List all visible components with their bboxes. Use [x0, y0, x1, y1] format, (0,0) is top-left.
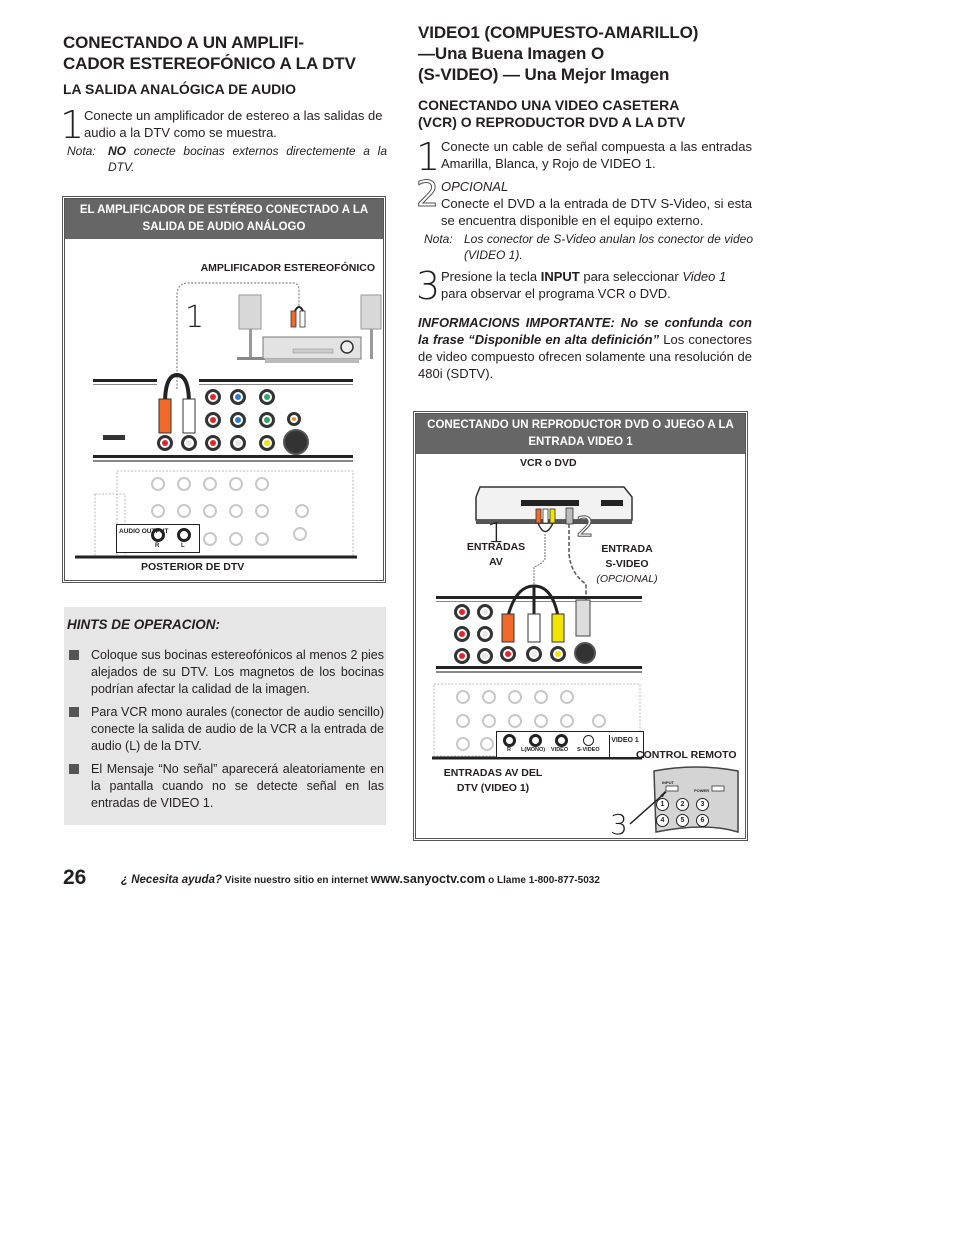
important-bold-text: No se confunda con la frase “Disponible en alta definición”	[418, 315, 753, 347]
tv-jack-green	[259, 412, 275, 428]
ghost-jack	[229, 532, 243, 546]
video1-jack-l	[526, 646, 542, 662]
right-step-2-text: Conecte el DVD a la entrada de DTV S-Video, si esta se encuentra disponible en el equipo externo.	[441, 196, 752, 228]
left-title-line-2: CADOR ESTEREOFÓNICO A LA DTV	[63, 54, 356, 73]
tv-jack-red	[157, 435, 173, 451]
r-label: R	[155, 543, 160, 549]
svideo-label: S-VIDEO	[577, 747, 600, 753]
tv-jack-blue	[230, 389, 246, 405]
ghost-jack	[203, 504, 217, 518]
tv-jack-white	[477, 604, 493, 620]
svg-text:3: 3	[610, 808, 628, 838]
note-text: Los conector de S-Video anulan los conector de video (VIDEO 1).	[464, 232, 753, 262]
page-number: 26	[63, 866, 87, 889]
left-note: Nota: NO conecte bocinas externos directemente a la DTV.	[67, 144, 387, 174]
remote-input-label: INPUT	[662, 780, 674, 785]
video-1-label: Video 1	[682, 269, 727, 284]
video1-jack-video	[550, 646, 566, 662]
important-info: INFORMACIONS IMPORTANTE: No se confunda con la frase “Disponible en alta definición” Los conectores de video compuesto ofrecen solamente una resolución de 480i (SDTV).	[418, 315, 753, 381]
svg-text:1: 1	[487, 516, 505, 549]
dvd-figure-header: CONECTANDO UN REPRODUCTOR DVD O JUEGO A LA ENTRADA VIDEO 1	[416, 414, 745, 454]
video1-jack-r	[500, 646, 516, 662]
ghost-jack	[456, 690, 470, 704]
hints-list	[66, 647, 384, 818]
ghost-jack	[293, 527, 307, 541]
note-text: conecte bocinas externos directemente a la DTV.	[108, 144, 387, 174]
dvd-connection-figure	[413, 411, 748, 841]
hint-text: Para VCR mono aurales (conector de audio sencillo) conecte la salida de audio de la VCR a la entrada de audio (L) de la DTV.	[91, 705, 384, 753]
tv-jack-red	[205, 389, 221, 405]
tv-jack-red	[454, 626, 470, 642]
caption-line-2: DTV (VIDEO 1)	[456, 782, 530, 794]
hint-text: Coloque sus bocinas estereofónicos al menos 2 pies alejados de su DTV. Los magnetos de los bocinas podrían afectar la calidad de la imagen.	[91, 648, 384, 696]
ghost-jack	[229, 477, 243, 491]
right-title-line-2: —Una Buena Imagen O	[418, 44, 605, 63]
step-3-text-post: para observar el programa VCR o DVD.	[441, 286, 671, 301]
video1-l-jack	[529, 734, 542, 747]
step-3-number: 3	[416, 264, 441, 308]
ghost-jack	[534, 714, 548, 728]
ghost-jack	[592, 714, 606, 728]
ghost-jack	[508, 714, 522, 728]
input-key-label: INPUT	[540, 269, 580, 284]
square-bullet-icon	[69, 707, 79, 717]
ghost-jack	[482, 714, 496, 728]
left-subtitle: LA SALIDA ANALÓGICA DE AUDIO	[63, 81, 297, 97]
right-title-line-3: (S-VIDEO) — Una Mejor Imagen	[418, 65, 670, 84]
lmono-label: L(MONO)	[521, 747, 546, 753]
tv-jack-red	[454, 604, 470, 620]
video1-svideo-jack	[583, 735, 594, 746]
remote-button-1[interactable]: 1	[656, 798, 669, 811]
amplifier-diagram	[65, 199, 383, 580]
tv-jack-red	[205, 412, 221, 428]
hint-item	[66, 704, 384, 755]
tv-jack-green	[259, 389, 275, 405]
svideo-jack	[574, 642, 596, 664]
audio-output-l-jack	[177, 528, 191, 542]
step-3-text-pre: Presione la tecla	[441, 269, 541, 284]
video1-r-jack	[503, 734, 516, 747]
svg-text:2: 2	[576, 510, 594, 543]
ghost-jack	[151, 477, 165, 491]
audio-output-block	[116, 524, 200, 553]
right-title-line-1: VIDEO1 (COMPUESTO-AMARILLO)	[418, 23, 699, 42]
tv-jack-white	[477, 626, 493, 642]
av-label-line-1: ENTRADAS	[466, 541, 526, 553]
left-step-1-text: Conecte un amplificador de estereo a las salidas de audio a la DTV como se muestra.	[84, 108, 383, 140]
right-step-1-text: Conecte un cable de señal compuesta a las entradas Amarilla, Blanca, y Rojo de VIDEO 1.	[441, 139, 752, 171]
phone-text: o Llame 1-800-877-5032	[488, 875, 600, 886]
important-label: INFORMACIONS IMPORTANTE	[418, 315, 611, 330]
left-title-line-1: CONECTANDO A UN AMPLIFI-	[63, 33, 304, 52]
ghost-jack	[295, 504, 309, 518]
remote-button-2[interactable]: 2	[676, 798, 689, 811]
tv-jack-red	[454, 648, 470, 664]
amplifier-figure-header: EL AMPLIFICADOR DE ESTÉREO CONECTADO A LA SALIDA DE AUDIO ANÁLOGO	[65, 199, 383, 239]
vcr-dvd-label: VCR o DVD	[520, 457, 577, 469]
audio-output-r-jack	[151, 528, 165, 542]
ghost-jack	[151, 504, 165, 518]
ghost-jack	[534, 690, 548, 704]
ghost-jack	[255, 477, 269, 491]
tv-jack-blue	[230, 412, 246, 428]
svg-text:1: 1	[185, 300, 205, 335]
ghost-jack	[456, 714, 470, 728]
tv-av-inputs-caption	[438, 766, 548, 796]
amplifier-figure	[62, 196, 386, 583]
remote-label: CONTROL REMOTO	[636, 749, 737, 761]
right-note: Nota: Los conector de S-Video anulan los conector de video (VIDEO 1).	[424, 232, 753, 262]
tv-jack-red	[205, 435, 221, 451]
audio-output-label: AUDIO OUTPUT	[119, 528, 169, 535]
caption-line-1: ENTRADAS AV DEL	[443, 767, 543, 779]
video1-input-block	[496, 731, 644, 758]
right-subtitle-line-1: CONECTANDO UNA VIDEO CASETERA	[418, 97, 680, 113]
tv-jack-white	[230, 435, 246, 451]
ghost-jack	[229, 504, 243, 518]
remote-button-5[interactable]: 5	[676, 814, 689, 827]
remote-keypad	[656, 798, 716, 827]
ghost-jack	[456, 737, 470, 751]
svideo-jack	[283, 429, 309, 455]
hint-item	[66, 647, 384, 698]
av-label-line-2: AV	[489, 556, 503, 568]
ghost-jack	[255, 504, 269, 518]
tv-jack-yellow	[259, 435, 275, 451]
ghost-jack	[560, 690, 574, 704]
help-text: Visite nuestro sitio en internet	[224, 875, 368, 886]
ghost-jack	[560, 714, 574, 728]
tv-rear-caption: POSTERIOR DE DTV	[141, 561, 245, 573]
ghost-jack	[482, 690, 496, 704]
help-footer	[121, 872, 600, 886]
optional-label: OPCIONAL	[441, 179, 509, 194]
ghost-jack	[508, 690, 522, 704]
r-label: R	[507, 747, 511, 753]
remote-button-4[interactable]: 4	[656, 814, 669, 827]
ghost-jack	[480, 737, 494, 751]
amplifier-label: AMPLIFICADOR ESTEREOFÓNICO	[200, 262, 375, 274]
ghost-jack	[203, 477, 217, 491]
step-1-number: 1	[60, 103, 85, 147]
remote-button-6[interactable]: 6	[696, 814, 709, 827]
hint-text: El Mensaje “No señal” aparecerá aleatoriamente en la pantalla cuando no se detecte señal en las entradas de VIDEO 1.	[91, 762, 384, 810]
step-3-text-mid: para seleccionar	[579, 269, 683, 284]
right-step-3-text	[441, 268, 752, 302]
video-label: VIDEO	[551, 747, 569, 753]
important-text: Los conectores de video compuesto ofrecen solamente una resolución de 480i (SDTV).	[418, 332, 752, 381]
website-link[interactable]: www.sanyoctv.com	[370, 872, 486, 886]
step-1-number: 1	[416, 135, 441, 179]
right-step-2	[441, 178, 752, 229]
video1-video-jack	[555, 734, 568, 747]
square-bullet-icon	[69, 764, 79, 774]
help-question: ¿ Necesita ayuda?	[121, 874, 222, 886]
hints-title: HINTS DE OPERACION:	[67, 617, 221, 632]
right-section-title	[418, 22, 758, 85]
remote-button-3[interactable]: 3	[696, 798, 709, 811]
hints-panel	[64, 607, 386, 825]
ghost-jack	[177, 504, 191, 518]
note-bold-no: NO	[108, 144, 126, 158]
tv-jack-white	[477, 648, 493, 664]
tv-jack-white	[181, 435, 197, 451]
svideo-label-line-2: S-VIDEO	[605, 558, 649, 570]
remote-power-label: POWER	[694, 788, 710, 793]
tv-jack-orange	[287, 412, 301, 426]
video1-label: VIDEO 1	[609, 735, 640, 757]
right-subtitle	[418, 97, 758, 131]
hint-item	[66, 761, 384, 812]
av-inputs-label	[466, 540, 526, 570]
ghost-jack	[177, 477, 191, 491]
left-section-title	[63, 32, 393, 74]
note-label: Nota	[424, 232, 450, 246]
svideo-input-label	[594, 542, 660, 587]
svideo-label-optional: (OPCIONAL)	[596, 573, 658, 585]
right-subtitle-line-2: (VCR) O REPRODUCTOR DVD A LA DTV	[418, 114, 686, 130]
square-bullet-icon	[69, 650, 79, 660]
step-2-number-outlined: 2	[416, 174, 439, 215]
ghost-jack	[203, 532, 217, 546]
svideo-label-line-1: ENTRADA	[601, 543, 653, 555]
ghost-jack	[255, 532, 269, 546]
l-label: L	[181, 543, 185, 549]
note-label: Nota	[67, 144, 93, 158]
